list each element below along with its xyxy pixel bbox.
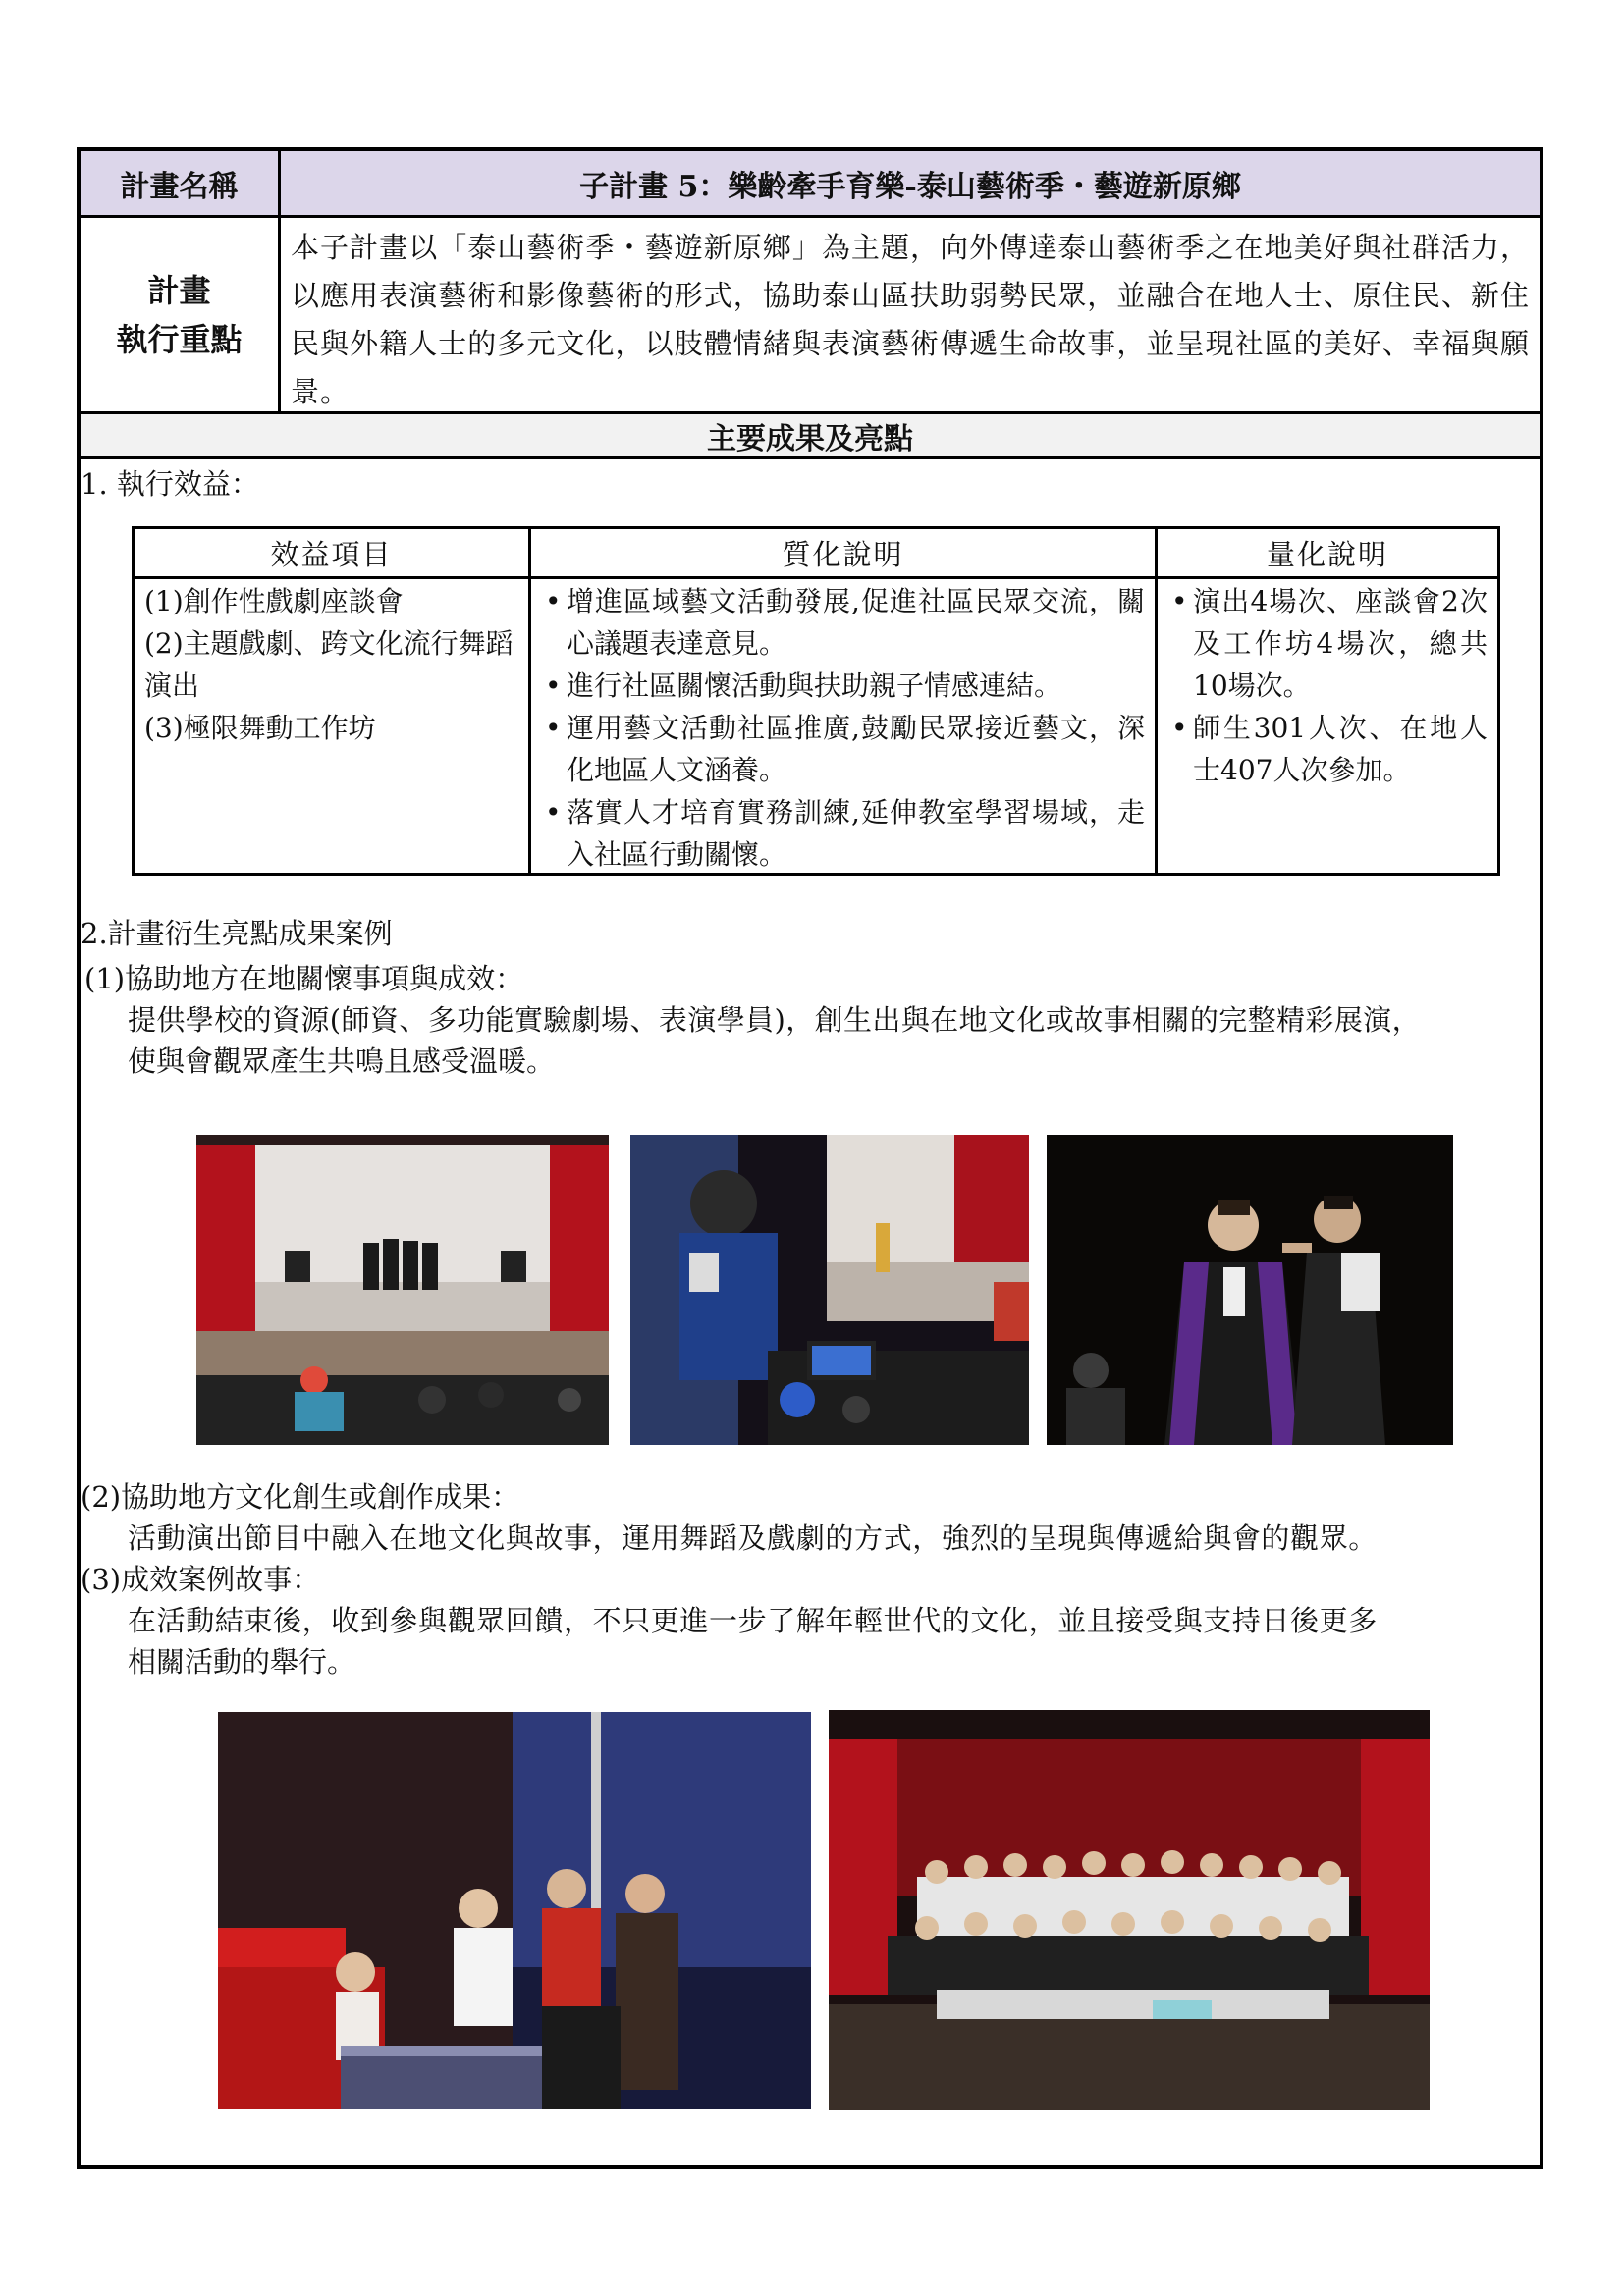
project-name-row: [81, 151, 1540, 218]
case3-title: (3)成效案例故事：: [81, 1563, 321, 1596]
case2-line1: 活動演出節目中融入在地文化與故事，運用舞蹈及戲劇的方式，強烈的呈現與傳遞給與會的觀眾。: [128, 1522, 1378, 1555]
benefits-table: [132, 526, 1500, 876]
graduation-drama-photo: [1047, 1135, 1453, 1445]
project-name-label: 計畫名稱: [81, 151, 281, 215]
focus-label-line2: 執行重點: [116, 320, 243, 358]
project-focus-text: 本子計畫以「泰山藝術季・藝遊新原鄉」為主題，向外傳達泰山藝術季之在地美好與社群活力，以應用表演藝術和影像藝術的形式，協助泰山區扶助弱勢民眾，並融合在地人士、原住民、新住民與外籍人士的多元文化，以肢體情緒與表演藝術傳遞生命故事，並呈現社區的美好、幸福與願景。: [291, 231, 1530, 408]
section2-title: 2.計畫衍生亮點成果案例: [81, 917, 393, 950]
qualitative-header: 質化說明: [531, 529, 1155, 579]
dj-performance-photo: [630, 1135, 1029, 1445]
quantitative-item: • 演出4場次、座談會2次及工作坊4場次，總共10場次。: [1167, 580, 1488, 707]
qualitative-item: • 進行社區關懷活動與扶助親子情感連結。: [541, 665, 1145, 707]
qualitative-column: [531, 529, 1158, 873]
quantitative-header: 量化說明: [1158, 529, 1497, 579]
group-photo-on-stage: [829, 1710, 1430, 2110]
case3-line2: 相關活動的舉行。: [128, 1645, 356, 1679]
case1-line2: 使與會觀眾產生共鳴且感受溫暖。: [128, 1044, 556, 1078]
section1-title: 1. 執行效益：: [81, 467, 259, 501]
benefit-item: (1)創作性戲劇座談會: [144, 585, 404, 617]
qualitative-item: • 增進區域藝文活動發展,促進社區民眾交流，關心議題表達意見。: [541, 580, 1145, 665]
quantitative-column: [1158, 529, 1497, 873]
case2-title: (2)協助地方文化創生或創作成果：: [81, 1480, 520, 1514]
case3-line1: 在活動結束後，收到參與觀眾回饋，不只更進一步了解年輕世代的文化，並且接受與支持日後更多: [128, 1604, 1378, 1637]
project-table: [77, 147, 1543, 2169]
project-focus-row: [81, 218, 1540, 414]
quantitative-item: • 師生301人次、在地人士407人次參加。: [1167, 707, 1488, 791]
dance-performance-photo: [196, 1135, 609, 1445]
benefit-items-header: 效益項目: [135, 529, 528, 579]
project-focus-label: [81, 218, 281, 411]
project-name-value: 子計畫 5：樂齡牽手育樂-泰山藝術季・藝遊新原鄉: [579, 169, 1241, 204]
benefit-items-column: [135, 529, 531, 873]
results-header: 主要成果及亮點: [81, 414, 1540, 459]
benefit-item: (3)極限舞動工作坊: [144, 712, 376, 744]
qualitative-item: • 落實人才培育實務訓練,延伸教室學習場域，走入社區行動關懷。: [541, 791, 1145, 876]
focus-label-line1: 計畫: [147, 271, 211, 309]
case1-title: (1)協助地方在地關懷事項與成效：: [84, 962, 524, 995]
case1-line1: 提供學校的資源(師資、多功能實驗劇場、表演學員)，創生出與在地文化或故事相關的完整精彩展演，: [128, 1003, 1422, 1037]
stage-drama-scene-photo: [218, 1712, 811, 2109]
qualitative-item: • 運用藝文活動社區推廣,鼓勵民眾接近藝文，深化地區人文涵養。: [541, 707, 1145, 791]
benefit-item: (2)主題戲劇、跨文化流行舞蹈演出: [144, 627, 514, 702]
